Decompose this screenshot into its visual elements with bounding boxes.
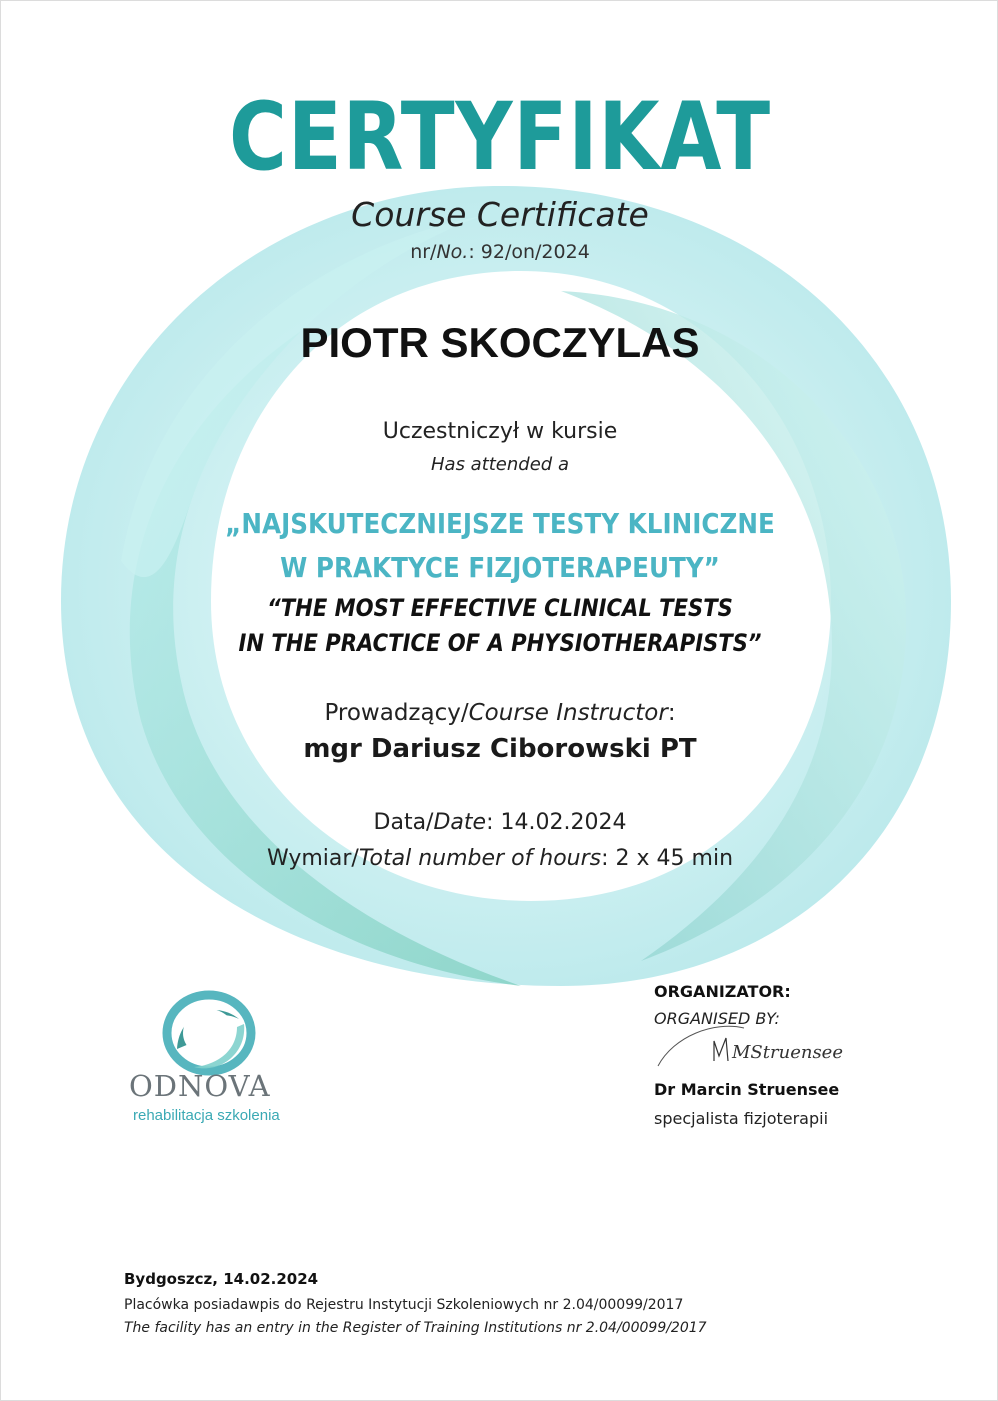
- logo-tagline: rehabilitacja szkolenia: [133, 1107, 280, 1124]
- organizer-label-pl: ORGANIZATOR:: [654, 982, 791, 1001]
- course-title-pl-line1: „NAJSKUTECZNIEJSZE TESTY KLINICZNE: [225, 507, 775, 540]
- hours-value: : 2 x 45 min: [601, 846, 734, 871]
- course-title-en-line1: “THE MOST EFFECTIVE CLINICAL TESTS: [267, 594, 733, 622]
- date-label-en: Date: [433, 810, 487, 835]
- signature-text: MStruensee: [732, 1042, 843, 1063]
- organizer-role: specjalista fizjoterapii: [654, 1109, 829, 1128]
- course-date: [1, 810, 998, 835]
- organizer-person: Dr Marcin Struensee: [654, 1080, 840, 1099]
- hours-label-pl: Wymiar/: [266, 846, 359, 871]
- date-value: : 14.02.2024: [486, 810, 627, 835]
- instructor-label-en: Course Instructor: [468, 700, 668, 726]
- attended-text-pl: Uczestniczył w kursie: [382, 419, 618, 444]
- organizer-signature: [654, 1016, 844, 1076]
- organizer-label-en: ORGANISED BY:: [654, 1009, 780, 1028]
- date-label-pl: Data/: [373, 810, 434, 835]
- certificate-title: CERTYFIKAT: [229, 83, 771, 192]
- course-title-en-line2: IN THE PRACTICE OF A PHYSIOTHERAPISTS”: [238, 629, 762, 657]
- number-value: : 92/on/2024: [468, 241, 590, 263]
- course-title-pl-line2: W PRAKTYCE FIZJOTERAPEUTY”: [280, 551, 720, 584]
- number-label-pl: nr/: [410, 241, 437, 263]
- certificate-subtitle: Course Certificate: [351, 195, 649, 234]
- footer-register-en: The facility has an entry in the Register of Training Institutions nr 2.04/00099/2017: [124, 1320, 707, 1336]
- course-hours: [1, 846, 998, 871]
- instructor-label-pl: Prowadzący/: [324, 700, 469, 726]
- footer: [124, 1270, 924, 1336]
- footer-register-pl: Placówka posiadawpis do Rejestru Instytucji Szkoleniowych nr 2.04/00099/2017: [124, 1297, 684, 1313]
- logo-name: ODNOVA: [129, 1069, 271, 1103]
- odnova-logo: [129, 989, 289, 1129]
- certificate-number: [1, 241, 998, 263]
- instructor-name: mgr Dariusz Ciborowski PT: [303, 734, 697, 764]
- attended-text-en: Has attended a: [431, 454, 569, 475]
- organizer-block: [654, 982, 954, 1128]
- recipient-name: PIOTR SKOCZYLAS: [300, 319, 700, 366]
- hours-label-en: Total number of hours: [358, 846, 602, 871]
- instructor-label: [1, 700, 998, 726]
- odnova-swirl-icon: [159, 989, 259, 1079]
- footer-place-date: Bydgoszcz, 14.02.2024: [124, 1270, 319, 1288]
- instructor-label-colon: :: [667, 700, 676, 726]
- number-label-en: No.: [436, 241, 469, 263]
